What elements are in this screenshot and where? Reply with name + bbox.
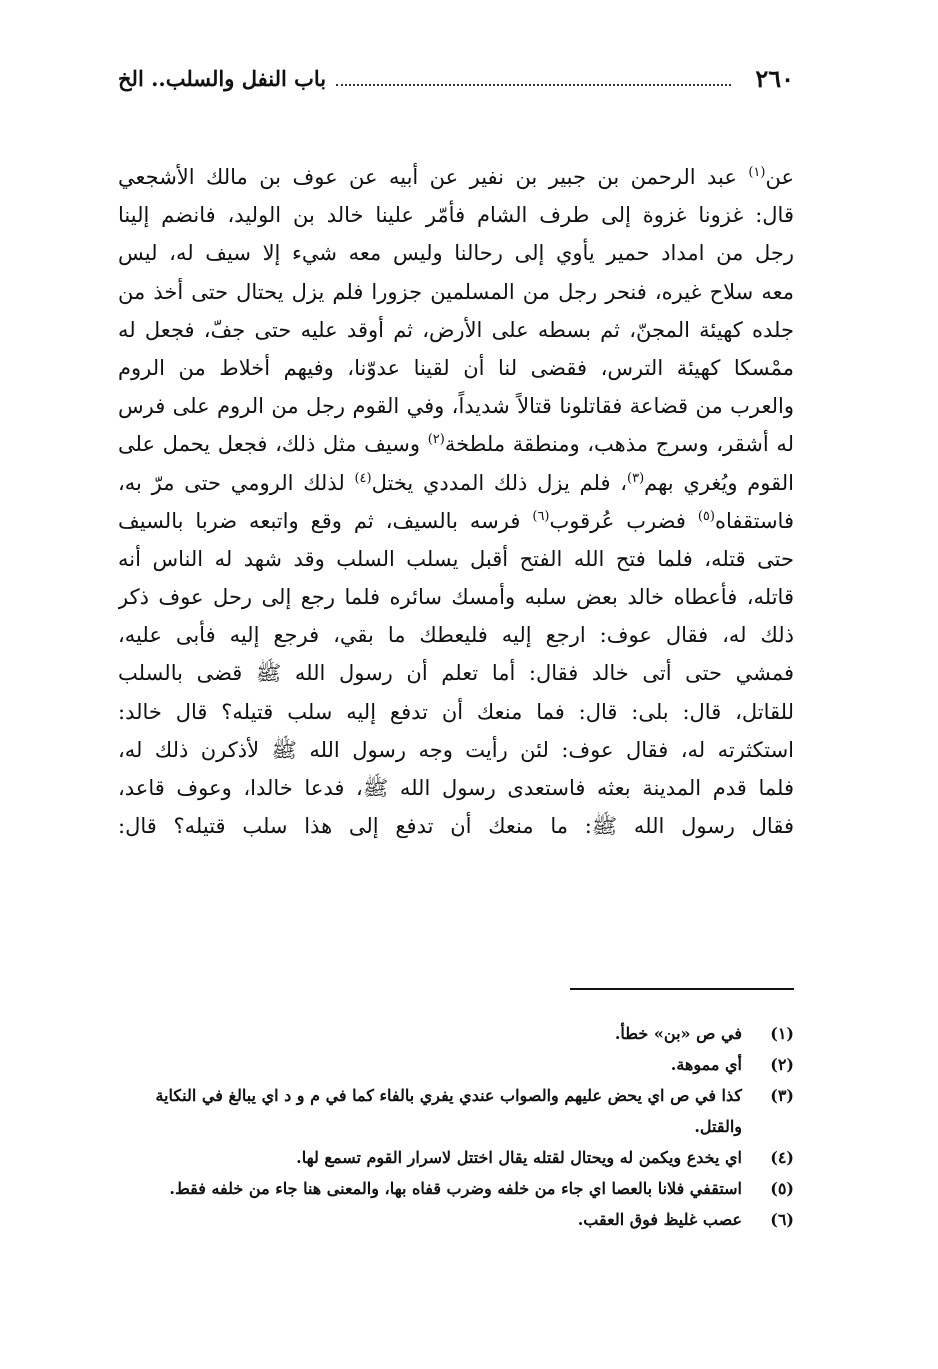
text-segment: لذلك الرومي حتى مرّ به، (118, 470, 355, 495)
footnote-marker: (١) (748, 165, 766, 180)
footnote-number: (٤) (770, 1148, 794, 1167)
text-segment: فمشي حتى أتى خالد فقال: أما تعلم أن رسول الله ﷺ قضى بالسلب (118, 661, 794, 686)
footnote-text: في ص «بن» خطأ. (614, 1024, 742, 1043)
header-dotted-leader (336, 70, 731, 86)
footnote-item (118, 1204, 794, 1235)
chapter-title: باب النفل والسلب.. الخ (118, 65, 327, 91)
text-segment: عبد الرحمن بن جبير بن نفير عن أبيه عن عوف بن مالك الأشجعي (118, 165, 749, 189)
footnote-item (118, 1080, 794, 1142)
footnote-separator (570, 988, 794, 990)
text-line (118, 807, 794, 845)
footnote-item (118, 1049, 794, 1080)
footnote-text: كذا في ص اي يحض عليهم والصواب عندي يفري بالفاء كما في م و د اي يبالغ في النكاية والقتل. (155, 1086, 742, 1136)
footnote-marker: (٦) (532, 508, 550, 524)
text-segment: عن (765, 165, 794, 189)
footnote-marker: (٣) (627, 470, 645, 486)
text-segment: رجل من امداد حمير يأوي إلى رحالنا وليس معه شيء إلا سيف له، ليس (118, 241, 794, 266)
footnote-item (118, 1173, 794, 1204)
text-line (118, 769, 794, 807)
text-line (118, 693, 794, 731)
footnote-text: أي مموهة. (670, 1055, 742, 1074)
text-line (118, 158, 794, 196)
text-line (118, 349, 794, 387)
text-segment: استكثرته له، فقال عوف: لئن رأيت وجه رسول الله ﷺ لأذكرن ذلك له، (118, 737, 794, 762)
main-text (118, 158, 794, 845)
text-line (118, 502, 794, 540)
footnote-marker: (٢) (427, 432, 445, 448)
text-segment: فرسه بالسيف، ثم وقع واتبعه ضربا بالسيف (118, 508, 533, 533)
text-line (118, 425, 794, 463)
text-line (118, 616, 794, 654)
text-line (118, 731, 794, 769)
text-segment: والعرب من قضاعة فقاتلونا قتالاً شديداً، وفي القوم رجل من الروم على فرس (118, 394, 794, 419)
text-segment: فضرب عُرقوب (549, 508, 698, 533)
text-segment: له أشقر، وسرج مذهب، ومنطقة ملطخة (444, 432, 794, 457)
footnote-number: (٣) (770, 1086, 794, 1105)
footnote-item (118, 1142, 794, 1173)
text-line (118, 196, 794, 234)
text-segment: القوم ويُغري بهم (644, 470, 794, 495)
footnote-number: (٢) (770, 1055, 794, 1074)
footnote-number: (٦) (770, 1210, 794, 1229)
text-segment: ذلك له، فقال عوف: ارجع إليه فليعطك ما بقي، فرجع إليه فأبى عليه، (118, 623, 794, 648)
text-line (118, 234, 794, 272)
text-segment: جلده كهيئة المجنّ، ثم بسطه على الأرض، ثم أوقد عليه حتى جفّ، فجعل له (118, 317, 794, 342)
text-segment: ممْسكا كهيئة الترس، فقضى لنا أن لقينا عدوّنا، وفيهم أخلاط من الروم (118, 355, 794, 380)
text-line (118, 273, 794, 311)
footnote-text: اي يخدع ويكمن له ويحتال لقتله يقال اختتل لاسرار القوم تسمع لها. (296, 1148, 742, 1167)
running-header (118, 60, 794, 96)
footnote-number: (١) (770, 1024, 794, 1043)
text-line (118, 387, 794, 425)
text-segment: وسيف مثل ذلك، فجعل يحمل على (118, 432, 428, 457)
text-segment: قاتله، فأعطاه خالد بعض سلبه وأمسك سائره فلما رجع إلى رحل عوف ذكر (118, 585, 794, 610)
page-number: ٢٦٠ (755, 63, 794, 93)
footnote-text: عصب غليظ فوق العقب. (577, 1210, 742, 1229)
footnote-marker: (٤) (354, 470, 372, 486)
text-line (118, 654, 794, 692)
text-line (118, 578, 794, 616)
text-segment: للقاتل، قال: بلى: قال: فما منعك أن تدفع إليه سلب قتيله؟ قال خالد: (118, 699, 794, 724)
text-segment: قال: غزونا غزوة إلى طرف الشام فأمّر علينا خالد بن الوليد، فانضم إلينا (118, 203, 794, 228)
footnotes-section (118, 1018, 794, 1235)
text-line (118, 311, 794, 349)
text-segment: فقال رسول الله ﷺ: ما منعك أن تدفع إلى هذا سلب قتيله؟ قال: (118, 814, 794, 839)
footnote-text: استقفي فلانا بالعصا اي جاء من خلفه وضرب قفاه بها، والمعنى هنا جاء من خلفه فقط. (169, 1179, 742, 1198)
footnote-number: (٥) (770, 1179, 794, 1198)
text-segment: ، فلم يزل ذلك المددي يختل (371, 470, 628, 495)
text-segment: معه سلاح غيره، فنحر رجل من المسلمين جزورا فلم يزل يحتال حتى أخذ من (118, 279, 794, 304)
text-line (118, 540, 794, 578)
text-segment: فاستقفاه (714, 508, 794, 533)
footnote-item (118, 1018, 794, 1049)
text-segment: فلما قدم المدينة بعثه فاستعدى رسول الله ﷺ، فدعا خالدا، وعوف قاعد، (118, 776, 794, 800)
footnote-marker: (٥) (697, 508, 715, 524)
text-segment: حتى قتله، فلما فتح الله الفتح أقبل يسلب السلب وقد شهد له الناس أنه (118, 546, 794, 571)
text-line (118, 464, 794, 502)
